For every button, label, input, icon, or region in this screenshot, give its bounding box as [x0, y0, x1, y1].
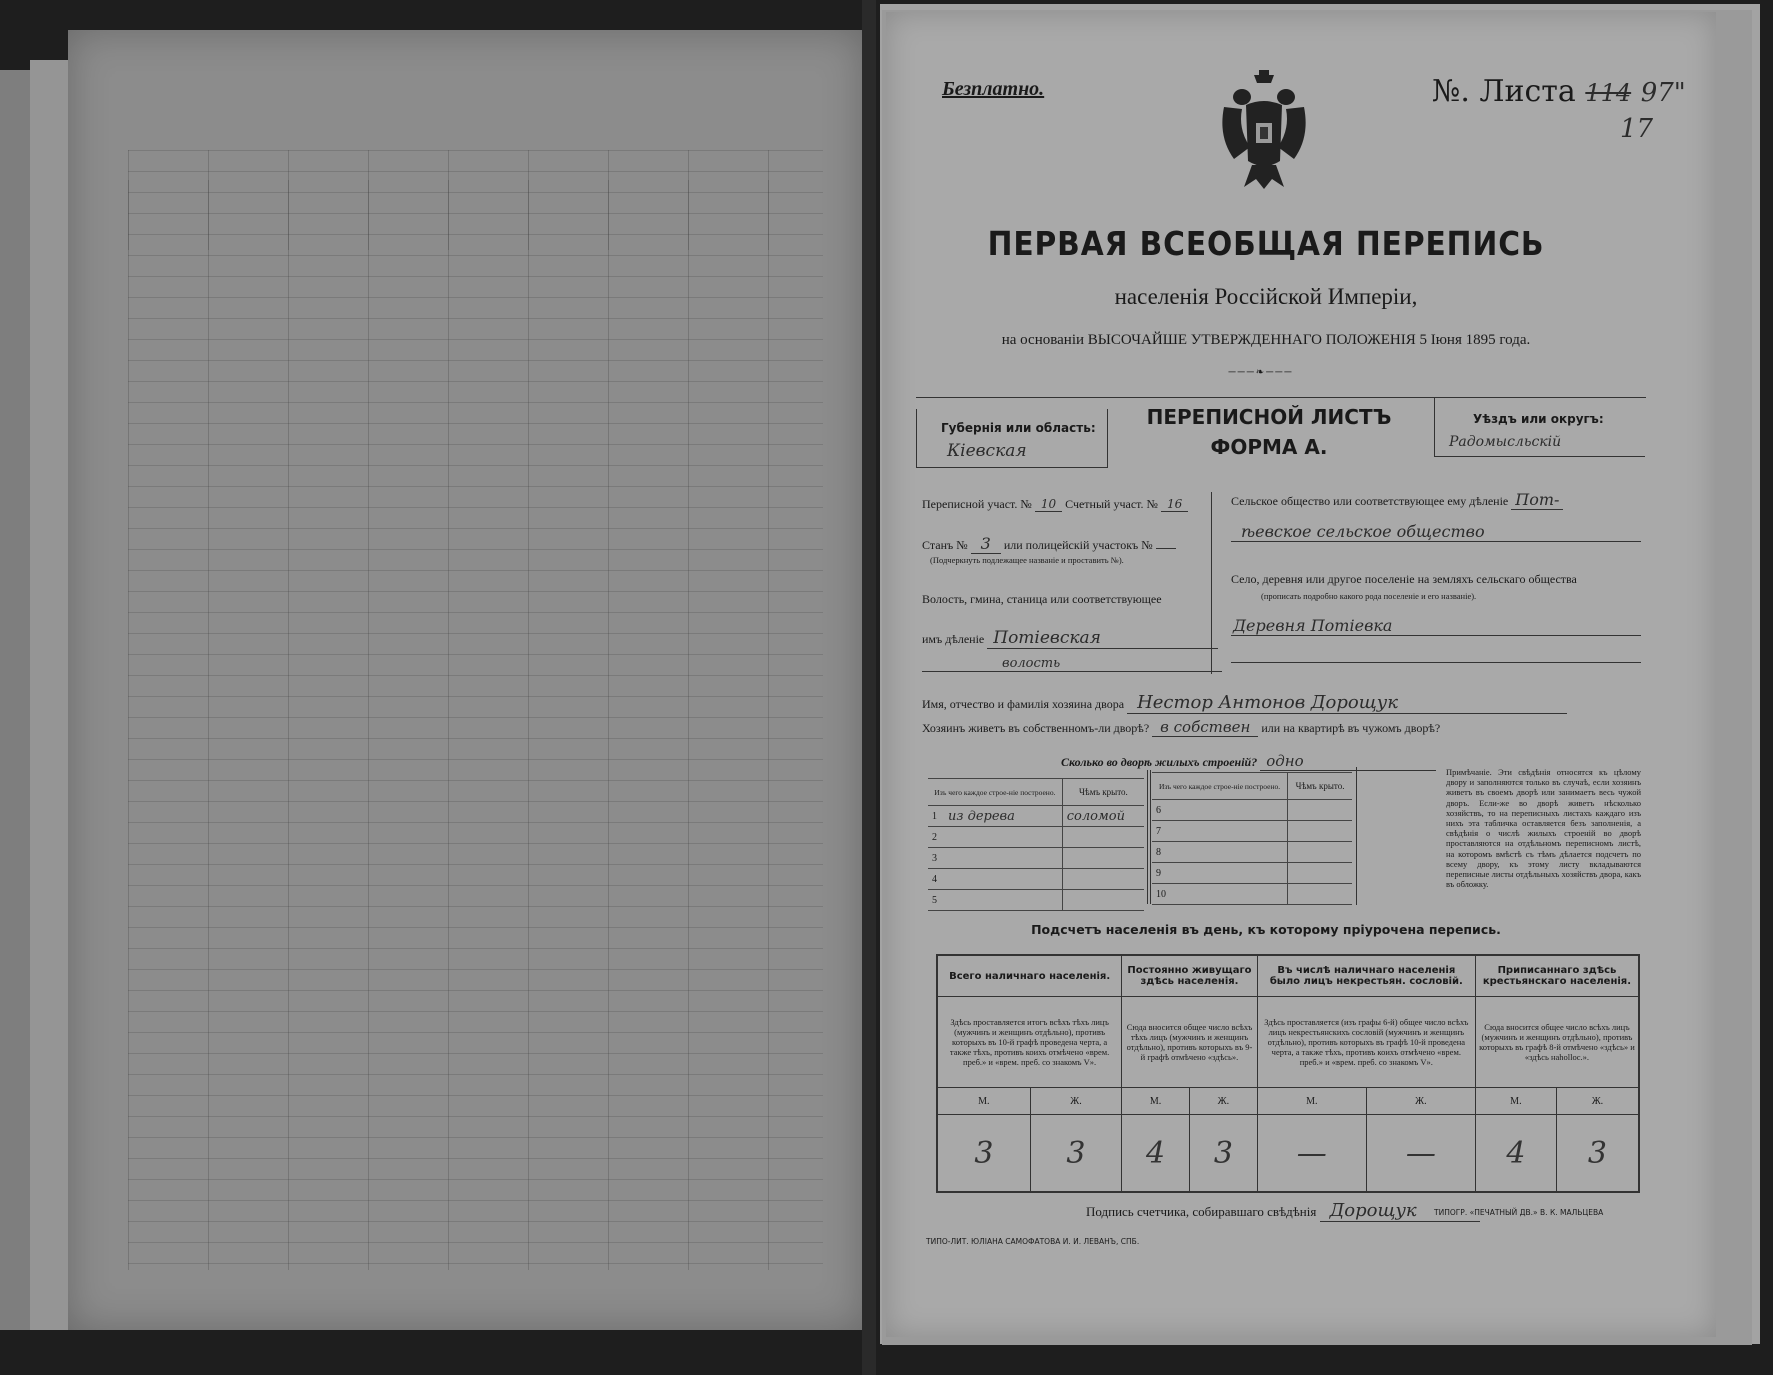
- buildings-label: Сколько во дворѣ жилыхъ строеній?: [1061, 755, 1258, 769]
- buildings-divider-3: [1356, 767, 1357, 905]
- buildings-table-right: [1152, 772, 1352, 905]
- lives-label-2: или на квартирѣ въ чужомъ дворѣ?: [1261, 721, 1441, 735]
- buildings-row-number: 7: [1152, 821, 1174, 842]
- counts-header: Постоянно живущаго здѣсь населенія.: [1122, 955, 1258, 997]
- buildings-row-number: 9: [1152, 863, 1174, 884]
- printer-mark-right: ТИПОГР. «ПЕЧАТНЫЙ ДВ.» В. К. МАЛЬЦЕВА: [1434, 1208, 1604, 1217]
- signature-value: Дорощук: [1320, 1200, 1480, 1222]
- census-title: ПЕРВАЯ ВСЕОБЩАЯ ПЕРЕПИСЬ: [987, 224, 1545, 263]
- counts-female-value: 3: [1556, 1115, 1639, 1193]
- counts-female-value: 3: [1030, 1115, 1122, 1193]
- census-basis: на основаніи ВЫСОЧАЙШЕ УТВЕРЖДЕННАГО ПОЛОЖЕНІЯ 5 Іюня 1895 года.: [1001, 332, 1531, 348]
- buildings-row-number: 6: [1152, 800, 1174, 821]
- schet-label: Счетный участ. №: [1065, 497, 1158, 511]
- buildings-row: [928, 806, 1144, 827]
- buildings-row-material: [1174, 884, 1288, 905]
- uchastok-value: 10: [1035, 497, 1062, 512]
- counts-female-value: —: [1366, 1115, 1475, 1193]
- sheet-number-value: 97": [1640, 78, 1686, 108]
- counts-male-value: 4: [1122, 1115, 1190, 1193]
- buildings-row: [928, 848, 1144, 869]
- counts-description: Сюда вносится общее число всѣхъ лицъ (мужчинъ и женщинъ отдѣльно), противъ которыхъ въ графѣ 8-й отмѣчено «здѣсь» и «здѣсь наholloс.».: [1475, 997, 1639, 1088]
- counts-female-value: 3: [1189, 1115, 1257, 1193]
- buildings-row-material: [1174, 800, 1288, 821]
- buildings-col-roof-2: Чѣмъ крыто.: [1288, 773, 1352, 800]
- buildings-row: [1152, 842, 1352, 863]
- obshchestvo-value-1: Пот-: [1511, 490, 1563, 510]
- counts-header: Приписаннаго здѣсь крестьянскаго населенія.: [1475, 955, 1639, 997]
- counts-female-label: Ж.: [1189, 1088, 1257, 1115]
- uezd-value: Радомысльскій: [1449, 434, 1562, 450]
- volost-label: Волость, гмина, станица или соответствующее: [922, 592, 1162, 606]
- counts-header: Въ числѣ наличнаго населенія было лицъ некрестьян. сословій.: [1257, 955, 1475, 997]
- buildings-row-number: 8: [1152, 842, 1174, 863]
- buildings-row-roof: [1062, 869, 1144, 890]
- buildings-divider: [1147, 770, 1148, 904]
- counts-row: [937, 1088, 1639, 1115]
- stan-value: 3: [971, 534, 1001, 554]
- counts-male-value: 4: [1475, 1115, 1556, 1193]
- uezd-label: Уѣздъ или округъ:: [1473, 412, 1604, 426]
- buildings-row-roof: [1062, 827, 1144, 848]
- form-title: [1114, 402, 1424, 462]
- field-divider: [1211, 492, 1212, 674]
- buildings-divider-2: [1150, 770, 1151, 904]
- lives-row: [922, 718, 1440, 736]
- volost-sub-label: имъ дѣленіе: [922, 632, 985, 646]
- buildings-row-roof: [1062, 890, 1144, 911]
- buildings-row-roof: [1288, 800, 1352, 821]
- buildings-row-number: 5: [928, 890, 944, 911]
- buildings-row-number: 3: [928, 848, 944, 869]
- gubernia-value: Кіевская: [947, 441, 1027, 461]
- counts-male-value: 3: [937, 1115, 1030, 1193]
- volost-value-1: Потіевская: [987, 628, 1218, 649]
- sheet-title: ПЕРЕПИСНОЙ ЛИСТЪ: [1146, 405, 1392, 429]
- buildings-row-roof: [1288, 842, 1352, 863]
- stan-row: [922, 534, 1176, 553]
- buildings-row-material: [1174, 821, 1288, 842]
- obshchestvo-row: [1231, 490, 1563, 509]
- gubernia-label: Губернія или область:: [941, 421, 1096, 435]
- counts-female-label: Ж.: [1366, 1088, 1475, 1115]
- buildings-row-roof: [1062, 848, 1144, 869]
- buildings-row: [1061, 752, 1436, 771]
- buildings-row-roof: [1288, 863, 1352, 884]
- buildings-row: [1152, 884, 1352, 905]
- counts-description: Сюда вносится общее число всѣхъ тѣхъ лицъ (мужчинъ и женщинъ отдѣльно), противъ которыхъ въ 9-й графѣ отмѣчено «здѣсь».: [1122, 997, 1258, 1088]
- buildings-row-roof: [1288, 821, 1352, 842]
- free-label: Безплатно.: [942, 78, 1045, 100]
- lives-label-1: Хозяинъ живетъ въ собственномъ-ли дворѣ?: [922, 721, 1150, 735]
- counts-description: Здѣсь проставляется итогъ всѣхъ тѣхъ лицъ (мужчинъ и женщинъ отдѣльно), противъ которыхъ въ 10-й графѣ проведена черта, а также тѣхъ, противъ коихъ отмѣчено «врем. преб.» и «врем. преб. со знакомъ V».: [937, 997, 1122, 1088]
- buildings-row: [928, 869, 1144, 890]
- selo-label: Село, деревня или другое поселеніе на земляхъ сельскаго общества: [1231, 572, 1577, 586]
- counts-table: [936, 954, 1640, 1193]
- volost-value-2: волость: [922, 656, 1222, 672]
- buildings-row: [928, 827, 1144, 848]
- underline-note: (Подчеркнуть подлежащее названіе и проставить №).: [930, 555, 1124, 565]
- counts-row: [937, 997, 1639, 1088]
- counts-title: Подсчетъ населенія въ день, къ которому пріурочена перепись.: [1031, 922, 1501, 937]
- buildings-row-material: из дерева: [944, 806, 1062, 827]
- buildings-row-roof: [1288, 884, 1352, 905]
- counts-row: [937, 1115, 1639, 1193]
- buildings-col-material-2: Изъ чего каждое строе-ніе построено.: [1152, 773, 1288, 800]
- census-form-page: [886, 12, 1716, 1337]
- selo-note: (прописать подробно какого рода поселеніе и его названіе).: [1261, 591, 1477, 601]
- sheet-number-extra: 17: [1620, 114, 1654, 144]
- imperial-eagle-emblem: [1216, 67, 1312, 192]
- owner-label: Имя, отчество и фамилія хозяина двора: [922, 697, 1125, 711]
- buildings-row-material: [944, 890, 1062, 911]
- police-label: или полицейскій участокъ №: [1003, 538, 1153, 552]
- counts-male-label: М.: [1475, 1088, 1556, 1115]
- counts-male-value: —: [1257, 1115, 1366, 1193]
- sheet-number-struck: 114: [1585, 79, 1632, 107]
- buildings-row-material: [1174, 863, 1288, 884]
- uchastok-label: Переписной участ. №: [922, 497, 1032, 511]
- left-page-header-band: [128, 180, 823, 250]
- left-page: [68, 30, 863, 1330]
- buildings-row-material: [944, 827, 1062, 848]
- counts-female-label: Ж.: [1556, 1088, 1639, 1115]
- buildings-row-number: 10: [1152, 884, 1174, 905]
- buildings-row-roof: соломой: [1062, 806, 1144, 827]
- buildings-note: Примѣчаніе. Эти свѣдѣнія относятся къ цѣлому двору и заполняются только въ случаѣ, если хозяинъ живетъ въ своемъ дворѣ или занимаетъ весь чужой дворъ. Если-же во дворѣ живетъ нѣсколько хозяйствъ, то на переписныхъ листахъ каждаго изъ нихъ эта табличка оставляется безъ заполненія, а свѣдѣнія о числѣ жилыхъ строеній во дворѣ проставляются на отдѣльномъ переписномъ листѣ, на которомъ вмѣстѣ съ тѣмъ дѣлается подсчетъ по всему двору, къ этому листу вкладываются переписные листы отдѣльныхъ хозяйствъ двора, какъ въ обложку.: [1446, 767, 1641, 890]
- buildings-row: [1152, 800, 1352, 821]
- buildings-row-material: [944, 848, 1062, 869]
- buildings-row-number: 4: [928, 869, 944, 890]
- lives-value: в собствен: [1152, 718, 1258, 737]
- printer-mark-left: ТИПО-ЛИТ. ЮЛІАНА САМОФАТОВА И. И. ЛЕВАНЪ, СПБ.: [926, 1237, 1140, 1246]
- buildings-col-material: Изъ чего каждое строе-ніе построено.: [928, 779, 1062, 806]
- police-value: [1156, 548, 1176, 549]
- signature-label: Подпись счетчика, собиравшаго свѣдѣнія: [1086, 1204, 1317, 1219]
- buildings-row-material: [944, 869, 1062, 890]
- selo-value: Деревня Потіевка: [1231, 616, 1641, 636]
- buildings-row: [928, 890, 1144, 911]
- signature-row: [1086, 1200, 1480, 1222]
- counts-male-label: М.: [1257, 1088, 1366, 1115]
- buildings-row-material: [1174, 842, 1288, 863]
- obshchestvo-label: Сельское общество или соответствующее ему дѣленіе: [1231, 494, 1509, 508]
- form-label: ФОРМА А.: [1210, 435, 1328, 459]
- sheet-number-label: №. Листа: [1432, 74, 1576, 109]
- schet-value: 16: [1161, 497, 1188, 512]
- selo-line-2: [1231, 662, 1641, 663]
- stan-label: Станъ №: [922, 538, 968, 552]
- counts-male-label: М.: [937, 1088, 1030, 1115]
- buildings-row-number: 1: [928, 806, 944, 827]
- volost-row: [922, 628, 1218, 649]
- buildings-row: [1152, 821, 1352, 842]
- uezd-box: [1434, 398, 1645, 457]
- buildings-value: одно: [1260, 752, 1436, 771]
- book-spine: [862, 0, 876, 1375]
- buildings-row: [1152, 863, 1352, 884]
- obshchestvo-value-2: ѣевское сельское общество: [1231, 522, 1641, 542]
- uchastok-row: [922, 497, 1188, 512]
- buildings-table-left: [928, 778, 1144, 911]
- counts-male-label: М.: [1122, 1088, 1190, 1115]
- ornament-divider: ───❧───: [1228, 367, 1294, 378]
- census-subtitle: населенія Россійской Имперіи,: [1114, 284, 1418, 309]
- sheet-number: [1432, 74, 1686, 109]
- counts-description: Здѣсь проставляется (изъ графы 6-й) общее число всѣхъ лицъ некрестьянскихъ сословій (мужчинъ и женщинъ отдѣльно), противъ которыхъ въ графѣ 10-й проведена черта, а также тѣхъ, противъ коихъ отмѣчено «врем. преб.» и «врем. преб. со знакомъ V».: [1257, 997, 1475, 1088]
- counts-header: Всего наличнаго населенія.: [937, 955, 1122, 997]
- counts-row: [937, 955, 1639, 997]
- owner-value: Нестор Антонов Дорощук: [1127, 692, 1567, 714]
- counts-female-label: Ж.: [1030, 1088, 1122, 1115]
- owner-row: [922, 692, 1567, 714]
- buildings-col-roof: Чѣмъ крыто.: [1062, 779, 1144, 806]
- left-page-grid: [128, 150, 823, 1270]
- buildings-row-number: 2: [928, 827, 944, 848]
- gubernia-box: [916, 409, 1108, 468]
